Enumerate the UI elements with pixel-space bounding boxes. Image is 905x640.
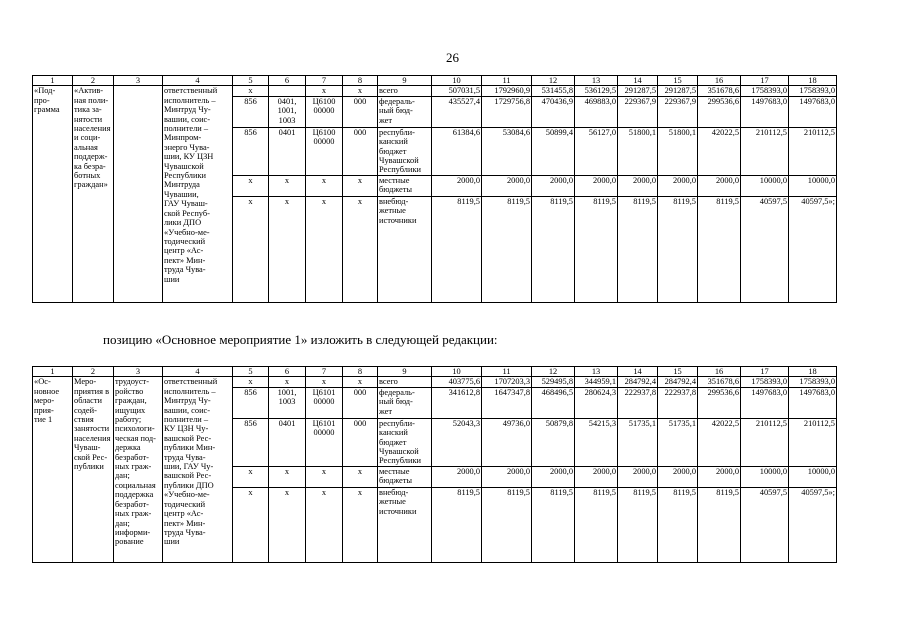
header-cell: 10 [432,76,482,86]
budget-table-main-activity [32,366,837,563]
header-cell: 13 [575,367,618,377]
amount-cell: 50899,4 [532,127,575,175]
amount-cell: 10000,0 [789,175,837,196]
amount-cell: 1647347,8 [482,387,532,418]
table-row [33,86,837,96]
header-cell: 5 [233,367,269,377]
amount-cell: 40597,5 [741,196,789,302]
amount-cell: 291287,5 [618,86,658,96]
amount-cell: 1758393,0 [741,86,789,96]
header-cell: 7 [306,367,343,377]
amount-cell: 8119,5 [482,487,532,562]
header-cell: 7 [306,76,343,86]
program-measures-cell: трудоуст- ройство граждан, ищущих работу; психологи- ческая под- держка безработ- ных граж- дан; социальная поддержка безработ- ных граж- дан; информи- рование [114,377,163,562]
table-cell-c9: республи- канский бюджет Чувашской Республики [378,127,432,175]
header-cell: 15 [658,76,698,86]
amount-cell: 351678,6 [698,377,741,387]
header-cell: 2 [73,367,114,377]
header-cell: 17 [741,367,789,377]
table-cell-c8: 000 [343,127,378,175]
amount-cell: 1497683,0 [741,387,789,418]
table-cell-c5: 856 [233,387,269,418]
table-cell-c8: 000 [343,96,378,127]
table-cell-c7: x [306,86,343,96]
header-cell: 3 [114,367,163,377]
amount-cell: 2000,0 [532,466,575,487]
amount-cell: 341612,8 [432,387,482,418]
table-cell-c6: 0401, 1001, 1003 [269,96,306,127]
table-cell-c5: x [233,175,269,196]
table-cell-c6: x [269,175,306,196]
amount-cell: 40597,5 [741,487,789,562]
table-cell-c7: x [306,175,343,196]
amount-cell: 2000,0 [432,175,482,196]
amount-cell: 210112,5 [741,127,789,175]
table-cell-c8: 000 [343,387,378,418]
amount-cell: 1497683,0 [741,96,789,127]
amount-cell: 536129,5 [575,86,618,96]
amount-cell: 299536,6 [698,96,741,127]
program-title-cell: «Актив- ная поли- тика за- нятости населения и соци- альная поддерж- ка безра- ботных граждан» [73,86,114,302]
amount-cell: 51735,1 [618,418,658,466]
amount-cell: 1758393,0 [789,377,837,387]
amount-cell: 53084,6 [482,127,532,175]
amount-cell: 229367,9 [658,96,698,127]
amount-cell: 8119,5 [575,196,618,302]
table-cell-c7: x [306,487,343,562]
header-cell: 13 [575,76,618,86]
amount-cell: 2000,0 [575,466,618,487]
amount-cell: 8119,5 [575,487,618,562]
amount-cell: 61384,6 [432,127,482,175]
header-cell: 10 [432,367,482,377]
amount-cell: 2000,0 [658,466,698,487]
table-cell-c5: 856 [233,127,269,175]
table-cell-c6: x [269,196,306,302]
table-cell-c9: федераль- ный бюд- жет [378,387,432,418]
amount-cell: 8119,5 [698,196,741,302]
table-cell-c6: x [269,466,306,487]
page-number: 26 [446,50,459,65]
table-cell-c6: x [269,487,306,562]
amount-cell: 8119,5 [618,196,658,302]
amount-cell: 210112,5 [741,418,789,466]
header-cell: 3 [114,76,163,86]
table-cell-c5: 856 [233,96,269,127]
table-cell-c9: республи- канский бюджет Чувашской Республики [378,418,432,466]
amount-cell: 8119,5 [432,196,482,302]
amount-cell: 1497683,0 [789,387,837,418]
table-cell-c7: x [306,466,343,487]
amount-cell: 531455,8 [532,86,575,96]
budget-table-subprogram [32,75,837,303]
amount-cell: 2000,0 [618,175,658,196]
table-cell-c7: Ц6100 00000 [306,96,343,127]
amount-cell: 8119,5 [658,196,698,302]
amount-cell: 2000,0 [432,466,482,487]
amendment-caption: позицию «Основное мероприятие 1» изложить в следующей редакции: [103,332,498,347]
table-cell-c5: x [233,86,269,96]
amount-cell: 51800,1 [618,127,658,175]
table-cell-c8: x [343,487,378,562]
header-row [33,76,837,86]
amount-cell: 468496,5 [532,387,575,418]
table-cell-c9: всего [378,377,432,387]
amount-cell: 10000,0 [789,466,837,487]
amount-cell: 52043,3 [432,418,482,466]
amount-cell: 10000,0 [741,466,789,487]
header-row [33,367,837,377]
program-name-cell: «Ос- новное меро- прия- тие 1 [33,377,73,562]
amount-cell: 1729756,8 [482,96,532,127]
program-name-cell: «Под- про- грамма [33,86,73,302]
amount-cell: 291287,5 [658,86,698,96]
amount-cell: 8119,5 [658,487,698,562]
table-cell-c8: x [343,196,378,302]
table-cell-c9: внебюд- жетные источники [378,196,432,302]
amount-cell: 42022,5 [698,127,741,175]
amount-cell: 222937,8 [618,387,658,418]
table-cell-c9: внебюд- жетные источники [378,487,432,562]
table-cell-c8: x [343,466,378,487]
amount-cell: 1792960,9 [482,86,532,96]
amount-cell: 1758393,0 [789,86,837,96]
amount-cell: 40597,5»; [789,487,837,562]
header-cell: 6 [269,367,306,377]
amount-cell: 1497683,0 [789,96,837,127]
header-cell: 14 [618,76,658,86]
header-cell: 11 [482,76,532,86]
amount-cell: 8119,5 [532,196,575,302]
header-cell: 6 [269,76,306,86]
amount-cell: 1707203,3 [482,377,532,387]
program-measures-cell [114,86,163,302]
table-cell-c5: x [233,196,269,302]
amount-cell: 8119,5 [432,487,482,562]
amount-cell: 344959,1 [575,377,618,387]
table-cell-c6 [269,86,306,96]
responsible-executor-cell: ответственный исполнитель – Минтруд Чу- вашии, соис- полнители – КУ ЦЗН Чу- вашской Рес- публики Мин- труда Чува- шии, ГАУ Чу- вашской Рес- публики ДПО «Учебно-ме- тодический центр «Ас- пект» Мин- труда Чува- шии [163,377,233,562]
table-cell-c7: x [306,196,343,302]
header-cell: 12 [532,76,575,86]
table-cell-c8: x [343,175,378,196]
amount-cell: 507031,5 [432,86,482,96]
table-cell-c9: местные бюджеты [378,466,432,487]
amount-cell: 284792,4 [658,377,698,387]
header-cell: 8 [343,367,378,377]
amount-cell: 51800,1 [658,127,698,175]
header-cell: 16 [698,367,741,377]
header-cell: 12 [532,367,575,377]
amount-cell: 8119,5 [482,196,532,302]
table-cell-c8: x [343,377,378,387]
amount-cell: 56127,0 [575,127,618,175]
table-cell-c5: 856 [233,418,269,466]
header-cell: 1 [33,367,73,377]
table-cell-c7: Ц6101 00000 [306,418,343,466]
table-cell-c9: федераль- ный бюд- жет [378,96,432,127]
header-cell: 14 [618,367,658,377]
header-cell: 2 [73,76,114,86]
program-title-cell: Меро- приятия в области содей- ствия занятости населения Чуваш- ской Рес- публики [73,377,114,562]
amount-cell: 40597,5»; [789,196,837,302]
amount-cell: 1758393,0 [741,377,789,387]
header-cell: 16 [698,76,741,86]
header-cell: 17 [741,76,789,86]
header-cell: 1 [33,76,73,86]
table-cell-c8: x [343,86,378,96]
table-cell-c6: 1001, 1003 [269,387,306,418]
amount-cell: 299536,6 [698,387,741,418]
header-cell: 9 [378,367,432,377]
table-cell-c9: местные бюджеты [378,175,432,196]
amount-cell: 2000,0 [482,175,532,196]
amount-cell: 2000,0 [482,466,532,487]
amount-cell: 10000,0 [741,175,789,196]
header-cell: 15 [658,367,698,377]
amount-cell: 2000,0 [532,175,575,196]
header-cell: 4 [163,367,233,377]
header-cell: 11 [482,367,532,377]
amount-cell: 403775,6 [432,377,482,387]
amount-cell: 50879,8 [532,418,575,466]
header-cell: 18 [789,76,837,86]
amount-cell: 284792,4 [618,377,658,387]
header-cell: 8 [343,76,378,86]
header-cell: 9 [378,76,432,86]
amount-cell: 8119,5 [618,487,658,562]
amount-cell: 229367,9 [618,96,658,127]
amount-cell: 8119,5 [532,487,575,562]
table-cell-c9: всего [378,86,432,96]
amount-cell: 222937,8 [658,387,698,418]
table-row [33,377,837,387]
amount-cell: 54215,3 [575,418,618,466]
amount-cell: 42022,5 [698,418,741,466]
table-cell-c8: 000 [343,418,378,466]
table-cell-c7: Ц6100 00000 [306,127,343,175]
table-cell-c6: 0401 [269,418,306,466]
header-cell: 5 [233,76,269,86]
amount-cell: 351678,6 [698,86,741,96]
amount-cell: 49736,0 [482,418,532,466]
amount-cell: 2000,0 [698,466,741,487]
header-cell: 18 [789,367,837,377]
amount-cell: 2000,0 [658,175,698,196]
amount-cell: 529495,8 [532,377,575,387]
amount-cell: 435527,4 [432,96,482,127]
table-cell-c5: x [233,487,269,562]
amount-cell: 8119,5 [698,487,741,562]
amount-cell: 210112,5 [789,418,837,466]
table-cell-c5: x [233,377,269,387]
table-cell-c5: x [233,466,269,487]
table-cell-c7: Ц6101 00000 [306,387,343,418]
amount-cell: 2000,0 [575,175,618,196]
amount-cell: 210112,5 [789,127,837,175]
header-cell: 4 [163,76,233,86]
amount-cell: 469883,0 [575,96,618,127]
table-cell-c6: x [269,377,306,387]
amount-cell: 2000,0 [698,175,741,196]
amount-cell: 470436,9 [532,96,575,127]
amount-cell: 280624,3 [575,387,618,418]
amount-cell: 51735,1 [658,418,698,466]
responsible-executor-cell: ответственный исполнитель – Минтруд Чу- вашии, соис- полнители – Минпром- энерго Чува- шии, КУ ЦЗН Чувашской Республики Минтруда Чувашии, ГАУ Чуваш- ской Респуб- лики ДПО «Учебно-ме- тодический центр «Ас- пект» Мин- труда Чува- шии [163,86,233,302]
table-cell-c6: 0401 [269,127,306,175]
table-cell-c7: x [306,377,343,387]
amount-cell: 2000,0 [618,466,658,487]
